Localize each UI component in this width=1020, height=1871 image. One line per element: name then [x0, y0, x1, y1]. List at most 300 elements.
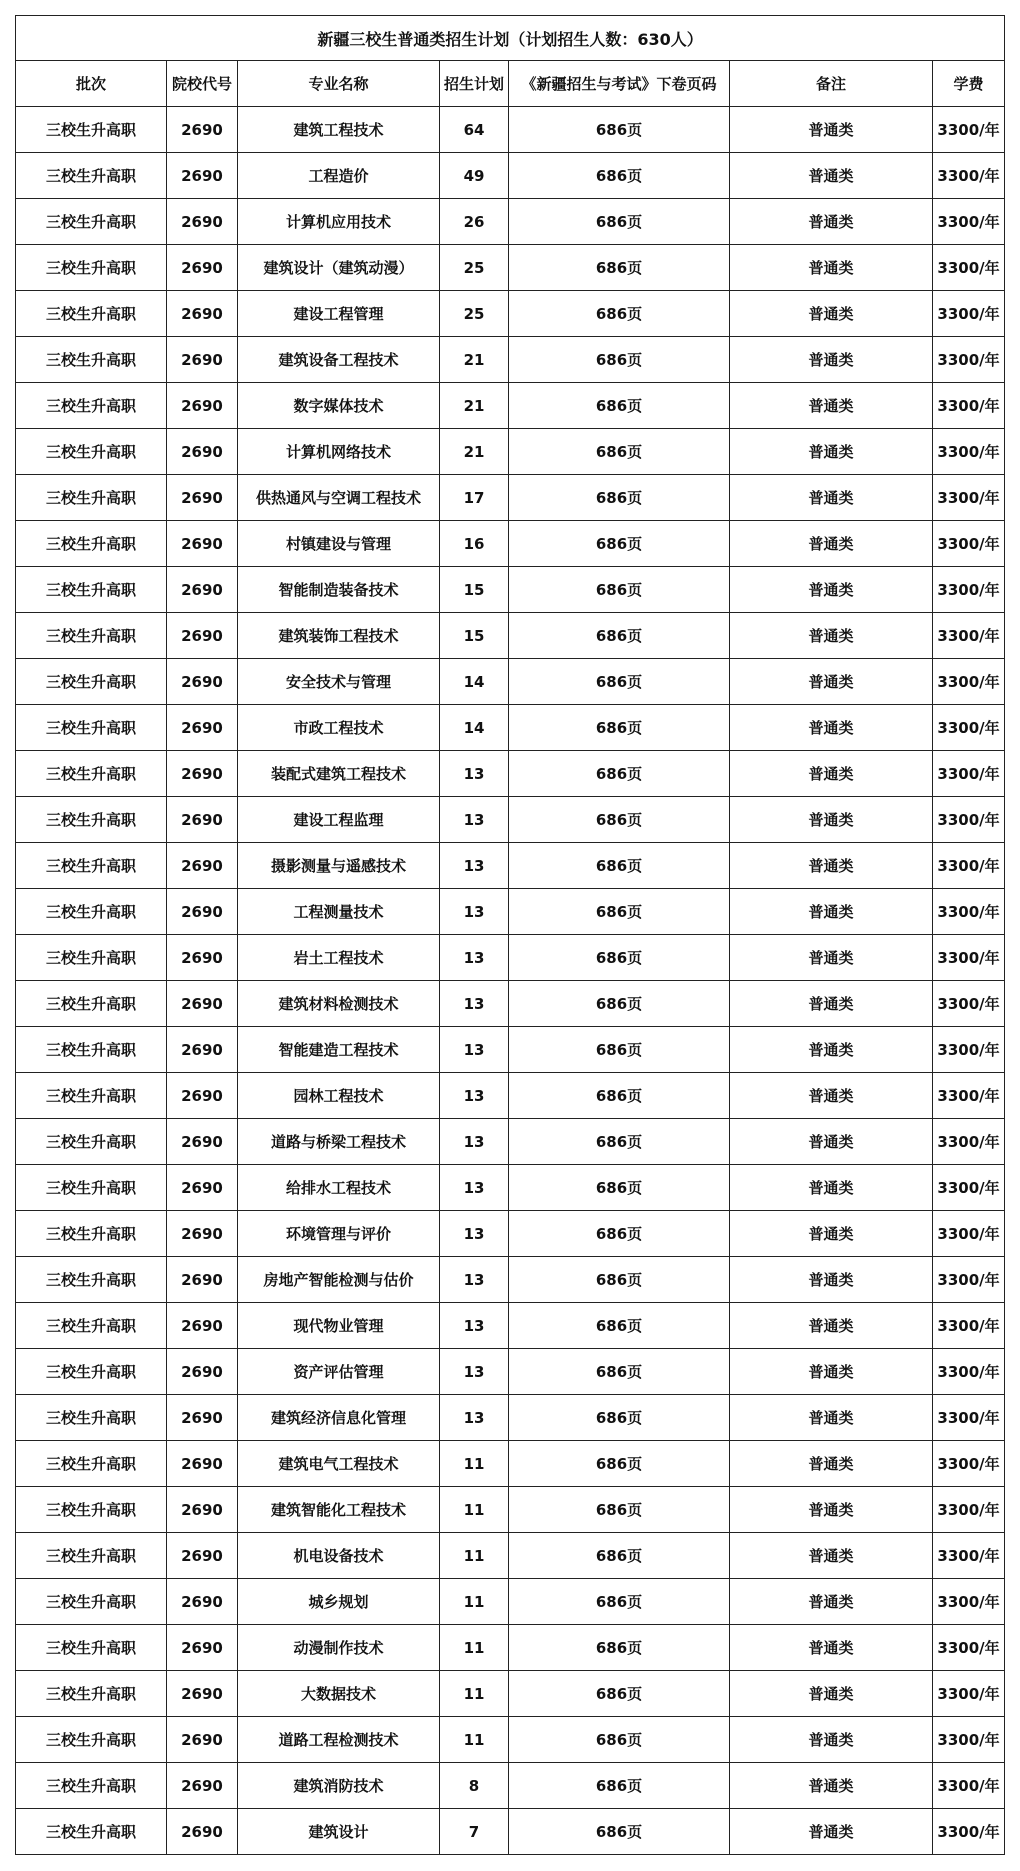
- cell-plan-count: 13: [440, 1211, 509, 1257]
- cell-plan-count: 13: [440, 1395, 509, 1441]
- cell-tuition: 3300/年: [933, 1625, 1005, 1671]
- cell-school-code: 2690: [167, 383, 238, 429]
- cell-plan-count: 15: [440, 613, 509, 659]
- cell-major-name: 安全技术与管理: [238, 659, 440, 705]
- table-row: [16, 1809, 1005, 1855]
- cell-major-name: 资产评估管理: [238, 1349, 440, 1395]
- table-row: [16, 1763, 1005, 1809]
- cell-tuition: 3300/年: [933, 1671, 1005, 1717]
- cell-batch: 三校生升高职: [16, 1809, 167, 1855]
- cell-tuition: 3300/年: [933, 843, 1005, 889]
- cell-school-code: 2690: [167, 1349, 238, 1395]
- cell-page-number: 686页: [509, 1579, 730, 1625]
- cell-tuition: 3300/年: [933, 1303, 1005, 1349]
- cell-tuition: 3300/年: [933, 659, 1005, 705]
- cell-note: 普通类: [730, 1119, 933, 1165]
- cell-major-name: 建筑装饰工程技术: [238, 613, 440, 659]
- cell-note: 普通类: [730, 1211, 933, 1257]
- cell-tuition: 3300/年: [933, 1349, 1005, 1395]
- cell-major-name: 园林工程技术: [238, 1073, 440, 1119]
- cell-tuition: 3300/年: [933, 751, 1005, 797]
- cell-batch: 三校生升高职: [16, 1625, 167, 1671]
- cell-school-code: 2690: [167, 1579, 238, 1625]
- table-row: [16, 337, 1005, 383]
- cell-batch: 三校生升高职: [16, 337, 167, 383]
- cell-plan-count: 13: [440, 935, 509, 981]
- table-row: [16, 935, 1005, 981]
- header-page-number: 《新疆招生与考试》下卷页码: [509, 61, 730, 107]
- cell-major-name: 房地产智能检测与估价: [238, 1257, 440, 1303]
- cell-note: 普通类: [730, 1625, 933, 1671]
- cell-plan-count: 13: [440, 797, 509, 843]
- cell-page-number: 686页: [509, 245, 730, 291]
- cell-tuition: 3300/年: [933, 705, 1005, 751]
- cell-school-code: 2690: [167, 1717, 238, 1763]
- cell-school-code: 2690: [167, 245, 238, 291]
- cell-plan-count: 13: [440, 1119, 509, 1165]
- cell-note: 普通类: [730, 1303, 933, 1349]
- cell-tuition: 3300/年: [933, 1717, 1005, 1763]
- cell-note: 普通类: [730, 1487, 933, 1533]
- cell-page-number: 686页: [509, 291, 730, 337]
- cell-note: 普通类: [730, 1349, 933, 1395]
- cell-school-code: 2690: [167, 1533, 238, 1579]
- cell-note: 普通类: [730, 613, 933, 659]
- cell-school-code: 2690: [167, 1809, 238, 1855]
- cell-note: 普通类: [730, 751, 933, 797]
- cell-school-code: 2690: [167, 1073, 238, 1119]
- cell-school-code: 2690: [167, 1211, 238, 1257]
- cell-major-name: 市政工程技术: [238, 705, 440, 751]
- cell-page-number: 686页: [509, 1625, 730, 1671]
- cell-batch: 三校生升高职: [16, 1257, 167, 1303]
- table-row: [16, 199, 1005, 245]
- cell-school-code: 2690: [167, 1671, 238, 1717]
- cell-batch: 三校生升高职: [16, 245, 167, 291]
- header-school-code: 院校代号: [167, 61, 238, 107]
- cell-major-name: 装配式建筑工程技术: [238, 751, 440, 797]
- cell-page-number: 686页: [509, 797, 730, 843]
- cell-batch: 三校生升高职: [16, 659, 167, 705]
- cell-plan-count: 11: [440, 1671, 509, 1717]
- cell-note: 普通类: [730, 1441, 933, 1487]
- cell-tuition: 3300/年: [933, 613, 1005, 659]
- cell-batch: 三校生升高职: [16, 1763, 167, 1809]
- cell-batch: 三校生升高职: [16, 797, 167, 843]
- cell-plan-count: 13: [440, 1027, 509, 1073]
- cell-batch: 三校生升高职: [16, 107, 167, 153]
- cell-plan-count: 13: [440, 1257, 509, 1303]
- cell-page-number: 686页: [509, 843, 730, 889]
- cell-major-name: 供热通风与空调工程技术: [238, 475, 440, 521]
- table-row: [16, 1395, 1005, 1441]
- cell-note: 普通类: [730, 981, 933, 1027]
- cell-batch: 三校生升高职: [16, 1211, 167, 1257]
- cell-major-name: 机电设备技术: [238, 1533, 440, 1579]
- cell-major-name: 城乡规划: [238, 1579, 440, 1625]
- cell-tuition: 3300/年: [933, 337, 1005, 383]
- cell-major-name: 岩土工程技术: [238, 935, 440, 981]
- cell-tuition: 3300/年: [933, 383, 1005, 429]
- cell-major-name: 摄影测量与遥感技术: [238, 843, 440, 889]
- cell-plan-count: 17: [440, 475, 509, 521]
- table-row: [16, 613, 1005, 659]
- enrollment-plan-table-container: [15, 15, 1004, 1855]
- cell-page-number: 686页: [509, 1257, 730, 1303]
- cell-batch: 三校生升高职: [16, 843, 167, 889]
- cell-plan-count: 15: [440, 567, 509, 613]
- header-tuition: 学费: [933, 61, 1005, 107]
- cell-page-number: 686页: [509, 705, 730, 751]
- cell-page-number: 686页: [509, 1763, 730, 1809]
- cell-tuition: 3300/年: [933, 935, 1005, 981]
- table-row: [16, 107, 1005, 153]
- cell-plan-count: 21: [440, 429, 509, 475]
- cell-school-code: 2690: [167, 521, 238, 567]
- cell-tuition: 3300/年: [933, 1533, 1005, 1579]
- cell-major-name: 建筑电气工程技术: [238, 1441, 440, 1487]
- cell-batch: 三校生升高职: [16, 1027, 167, 1073]
- cell-tuition: 3300/年: [933, 1119, 1005, 1165]
- cell-tuition: 3300/年: [933, 1763, 1005, 1809]
- cell-plan-count: 13: [440, 889, 509, 935]
- cell-note: 普通类: [730, 1257, 933, 1303]
- cell-plan-count: 11: [440, 1579, 509, 1625]
- cell-plan-count: 13: [440, 1165, 509, 1211]
- cell-tuition: 3300/年: [933, 429, 1005, 475]
- cell-tuition: 3300/年: [933, 521, 1005, 567]
- cell-tuition: 3300/年: [933, 245, 1005, 291]
- cell-tuition: 3300/年: [933, 1579, 1005, 1625]
- cell-batch: 三校生升高职: [16, 153, 167, 199]
- cell-major-name: 建筑设备工程技术: [238, 337, 440, 383]
- cell-page-number: 686页: [509, 521, 730, 567]
- cell-page-number: 686页: [509, 1809, 730, 1855]
- cell-school-code: 2690: [167, 1027, 238, 1073]
- cell-page-number: 686页: [509, 1441, 730, 1487]
- cell-tuition: 3300/年: [933, 889, 1005, 935]
- cell-note: 普通类: [730, 245, 933, 291]
- cell-tuition: 3300/年: [933, 1809, 1005, 1855]
- cell-tuition: 3300/年: [933, 981, 1005, 1027]
- cell-note: 普通类: [730, 337, 933, 383]
- cell-batch: 三校生升高职: [16, 981, 167, 1027]
- cell-plan-count: 21: [440, 383, 509, 429]
- cell-major-name: 建设工程管理: [238, 291, 440, 337]
- cell-school-code: 2690: [167, 1441, 238, 1487]
- cell-page-number: 686页: [509, 107, 730, 153]
- cell-batch: 三校生升高职: [16, 1119, 167, 1165]
- table-row: [16, 383, 1005, 429]
- cell-school-code: 2690: [167, 1119, 238, 1165]
- cell-note: 普通类: [730, 659, 933, 705]
- table-row: [16, 291, 1005, 337]
- cell-school-code: 2690: [167, 291, 238, 337]
- cell-batch: 三校生升高职: [16, 1717, 167, 1763]
- cell-tuition: 3300/年: [933, 1441, 1005, 1487]
- cell-major-name: 建筑工程技术: [238, 107, 440, 153]
- cell-batch: 三校生升高职: [16, 613, 167, 659]
- cell-batch: 三校生升高职: [16, 1487, 167, 1533]
- cell-page-number: 686页: [509, 1395, 730, 1441]
- table-row: [16, 705, 1005, 751]
- table-row: [16, 429, 1005, 475]
- cell-page-number: 686页: [509, 1073, 730, 1119]
- cell-page-number: 686页: [509, 1349, 730, 1395]
- cell-school-code: 2690: [167, 1257, 238, 1303]
- cell-batch: 三校生升高职: [16, 291, 167, 337]
- table-row: [16, 1625, 1005, 1671]
- cell-batch: 三校生升高职: [16, 1303, 167, 1349]
- cell-page-number: 686页: [509, 1671, 730, 1717]
- cell-batch: 三校生升高职: [16, 1671, 167, 1717]
- cell-school-code: 2690: [167, 199, 238, 245]
- cell-major-name: 计算机网络技术: [238, 429, 440, 475]
- cell-plan-count: 64: [440, 107, 509, 153]
- cell-major-name: 建筑设计（建筑动漫）: [238, 245, 440, 291]
- table-row: [16, 1533, 1005, 1579]
- cell-page-number: 686页: [509, 1303, 730, 1349]
- cell-note: 普通类: [730, 429, 933, 475]
- cell-plan-count: 21: [440, 337, 509, 383]
- cell-note: 普通类: [730, 291, 933, 337]
- cell-batch: 三校生升高职: [16, 935, 167, 981]
- cell-tuition: 3300/年: [933, 291, 1005, 337]
- cell-school-code: 2690: [167, 751, 238, 797]
- cell-batch: 三校生升高职: [16, 1441, 167, 1487]
- table-row: [16, 521, 1005, 567]
- cell-note: 普通类: [730, 1717, 933, 1763]
- cell-major-name: 环境管理与评价: [238, 1211, 440, 1257]
- cell-school-code: 2690: [167, 889, 238, 935]
- cell-plan-count: 13: [440, 1349, 509, 1395]
- cell-plan-count: 11: [440, 1487, 509, 1533]
- cell-school-code: 2690: [167, 1303, 238, 1349]
- cell-plan-count: 25: [440, 245, 509, 291]
- cell-major-name: 建筑智能化工程技术: [238, 1487, 440, 1533]
- cell-major-name: 建筑材料检测技术: [238, 981, 440, 1027]
- table-row: [16, 1349, 1005, 1395]
- cell-plan-count: 11: [440, 1717, 509, 1763]
- cell-tuition: 3300/年: [933, 199, 1005, 245]
- cell-batch: 三校生升高职: [16, 429, 167, 475]
- table-row: [16, 659, 1005, 705]
- cell-page-number: 686页: [509, 199, 730, 245]
- cell-page-number: 686页: [509, 889, 730, 935]
- cell-note: 普通类: [730, 1579, 933, 1625]
- cell-batch: 三校生升高职: [16, 889, 167, 935]
- cell-tuition: 3300/年: [933, 567, 1005, 613]
- cell-plan-count: 13: [440, 843, 509, 889]
- cell-page-number: 686页: [509, 1119, 730, 1165]
- cell-school-code: 2690: [167, 659, 238, 705]
- title-row: [16, 16, 1005, 61]
- cell-major-name: 工程造价: [238, 153, 440, 199]
- cell-tuition: 3300/年: [933, 153, 1005, 199]
- table-body: [16, 107, 1005, 1855]
- table-row: [16, 1717, 1005, 1763]
- table-row: [16, 843, 1005, 889]
- cell-page-number: 686页: [509, 1211, 730, 1257]
- cell-batch: 三校生升高职: [16, 1165, 167, 1211]
- cell-major-name: 智能建造工程技术: [238, 1027, 440, 1073]
- cell-plan-count: 11: [440, 1625, 509, 1671]
- cell-note: 普通类: [730, 889, 933, 935]
- cell-tuition: 3300/年: [933, 107, 1005, 153]
- cell-major-name: 村镇建设与管理: [238, 521, 440, 567]
- cell-plan-count: 8: [440, 1763, 509, 1809]
- cell-note: 普通类: [730, 1027, 933, 1073]
- cell-school-code: 2690: [167, 567, 238, 613]
- cell-page-number: 686页: [509, 1717, 730, 1763]
- cell-tuition: 3300/年: [933, 475, 1005, 521]
- cell-note: 普通类: [730, 1073, 933, 1119]
- cell-plan-count: 13: [440, 1303, 509, 1349]
- table-row: [16, 981, 1005, 1027]
- cell-batch: 三校生升高职: [16, 751, 167, 797]
- header-note: 备注: [730, 61, 933, 107]
- cell-page-number: 686页: [509, 613, 730, 659]
- cell-plan-count: 25: [440, 291, 509, 337]
- enrollment-plan-table: [15, 15, 1005, 1855]
- cell-school-code: 2690: [167, 613, 238, 659]
- cell-plan-count: 11: [440, 1533, 509, 1579]
- cell-page-number: 686页: [509, 981, 730, 1027]
- cell-tuition: 3300/年: [933, 1073, 1005, 1119]
- cell-page-number: 686页: [509, 1533, 730, 1579]
- cell-school-code: 2690: [167, 475, 238, 521]
- cell-page-number: 686页: [509, 153, 730, 199]
- cell-batch: 三校生升高职: [16, 199, 167, 245]
- cell-batch: 三校生升高职: [16, 1533, 167, 1579]
- table-row: [16, 1119, 1005, 1165]
- header-batch: 批次: [16, 61, 167, 107]
- cell-major-name: 建设工程监理: [238, 797, 440, 843]
- cell-note: 普通类: [730, 199, 933, 245]
- cell-school-code: 2690: [167, 843, 238, 889]
- cell-note: 普通类: [730, 521, 933, 567]
- cell-major-name: 动漫制作技术: [238, 1625, 440, 1671]
- table-row: [16, 889, 1005, 935]
- cell-page-number: 686页: [509, 1027, 730, 1073]
- cell-major-name: 建筑消防技术: [238, 1763, 440, 1809]
- cell-batch: 三校生升高职: [16, 1349, 167, 1395]
- cell-note: 普通类: [730, 383, 933, 429]
- cell-note: 普通类: [730, 567, 933, 613]
- cell-batch: 三校生升高职: [16, 521, 167, 567]
- cell-page-number: 686页: [509, 567, 730, 613]
- cell-plan-count: 26: [440, 199, 509, 245]
- cell-tuition: 3300/年: [933, 797, 1005, 843]
- header-major-name: 专业名称: [238, 61, 440, 107]
- table-row: [16, 1487, 1005, 1533]
- cell-major-name: 道路与桥梁工程技术: [238, 1119, 440, 1165]
- cell-tuition: 3300/年: [933, 1211, 1005, 1257]
- cell-school-code: 2690: [167, 107, 238, 153]
- cell-note: 普通类: [730, 705, 933, 751]
- cell-school-code: 2690: [167, 935, 238, 981]
- cell-plan-count: 11: [440, 1441, 509, 1487]
- cell-note: 普通类: [730, 475, 933, 521]
- cell-batch: 三校生升高职: [16, 1579, 167, 1625]
- cell-plan-count: 13: [440, 751, 509, 797]
- cell-major-name: 道路工程检测技术: [238, 1717, 440, 1763]
- cell-batch: 三校生升高职: [16, 383, 167, 429]
- cell-batch: 三校生升高职: [16, 475, 167, 521]
- cell-major-name: 现代物业管理: [238, 1303, 440, 1349]
- cell-tuition: 3300/年: [933, 1257, 1005, 1303]
- cell-school-code: 2690: [167, 981, 238, 1027]
- table-row: [16, 1211, 1005, 1257]
- table-row: [16, 567, 1005, 613]
- table-row: [16, 797, 1005, 843]
- cell-page-number: 686页: [509, 751, 730, 797]
- cell-plan-count: 16: [440, 521, 509, 567]
- cell-plan-count: 49: [440, 153, 509, 199]
- cell-page-number: 686页: [509, 1165, 730, 1211]
- cell-note: 普通类: [730, 1809, 933, 1855]
- cell-note: 普通类: [730, 153, 933, 199]
- header-row: [16, 61, 1005, 107]
- cell-plan-count: 13: [440, 981, 509, 1027]
- cell-note: 普通类: [730, 1763, 933, 1809]
- cell-batch: 三校生升高职: [16, 567, 167, 613]
- cell-plan-count: 13: [440, 1073, 509, 1119]
- header-plan-count: 招生计划: [440, 61, 509, 107]
- cell-batch: 三校生升高职: [16, 1395, 167, 1441]
- cell-note: 普通类: [730, 1533, 933, 1579]
- table-row: [16, 1027, 1005, 1073]
- cell-plan-count: 7: [440, 1809, 509, 1855]
- cell-major-name: 计算机应用技术: [238, 199, 440, 245]
- table-row: [16, 1165, 1005, 1211]
- cell-school-code: 2690: [167, 337, 238, 383]
- cell-note: 普通类: [730, 1671, 933, 1717]
- cell-note: 普通类: [730, 843, 933, 889]
- cell-major-name: 给排水工程技术: [238, 1165, 440, 1211]
- cell-note: 普通类: [730, 107, 933, 153]
- cell-school-code: 2690: [167, 1625, 238, 1671]
- cell-major-name: 工程测量技术: [238, 889, 440, 935]
- cell-tuition: 3300/年: [933, 1487, 1005, 1533]
- cell-page-number: 686页: [509, 1487, 730, 1533]
- cell-page-number: 686页: [509, 429, 730, 475]
- cell-school-code: 2690: [167, 705, 238, 751]
- table-row: [16, 1579, 1005, 1625]
- table-row: [16, 1257, 1005, 1303]
- cell-plan-count: 14: [440, 659, 509, 705]
- cell-tuition: 3300/年: [933, 1027, 1005, 1073]
- table-row: [16, 1441, 1005, 1487]
- table-row: [16, 1303, 1005, 1349]
- table-row: [16, 153, 1005, 199]
- cell-page-number: 686页: [509, 475, 730, 521]
- cell-tuition: 3300/年: [933, 1395, 1005, 1441]
- table-row: [16, 475, 1005, 521]
- cell-page-number: 686页: [509, 659, 730, 705]
- cell-page-number: 686页: [509, 383, 730, 429]
- cell-batch: 三校生升高职: [16, 705, 167, 751]
- cell-batch: 三校生升高职: [16, 1073, 167, 1119]
- cell-school-code: 2690: [167, 797, 238, 843]
- cell-page-number: 686页: [509, 337, 730, 383]
- table-title: 新疆三校生普通类招生计划（计划招生人数：630人）: [16, 16, 1005, 61]
- table-row: [16, 245, 1005, 291]
- table-row: [16, 751, 1005, 797]
- cell-school-code: 2690: [167, 1763, 238, 1809]
- cell-major-name: 智能制造装备技术: [238, 567, 440, 613]
- cell-note: 普通类: [730, 1165, 933, 1211]
